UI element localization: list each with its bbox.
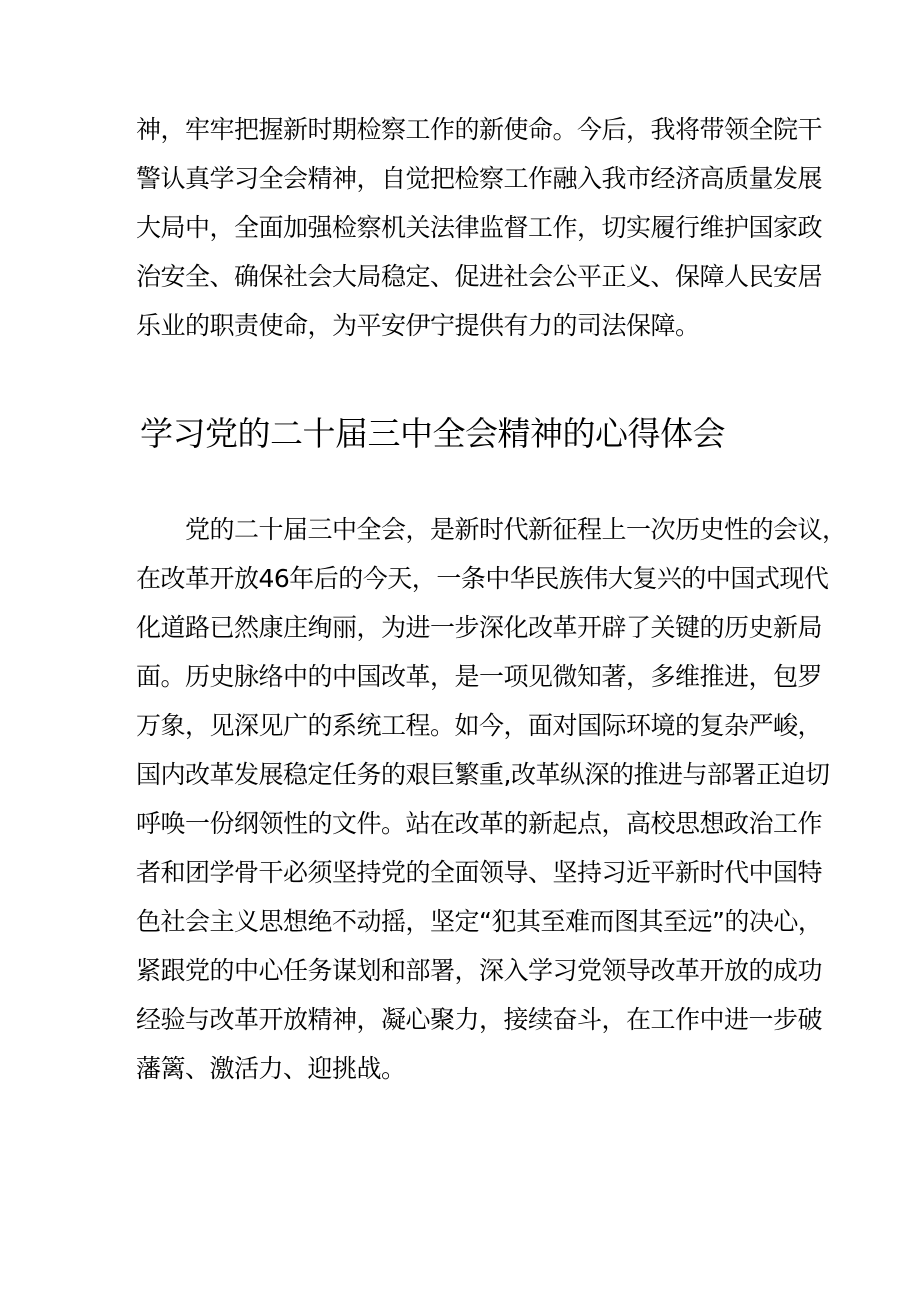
paragraph-line: 藩篱、激活力、迎挑战。 [136, 1054, 406, 1083]
paragraph-line: 党的二十届三中全会，是新时代新征程上一次历史性的会议， [185, 515, 847, 544]
paragraph-line: 面。历史脉络中的中国改革，是一项见微知著，多维推进，包罗 [136, 662, 823, 691]
paragraph-line: 警认真学习全会精神，自觉把检察工作融入我市经济高质量发展 [136, 164, 823, 193]
paragraph-line: 国内改革发展稳定任务的艰巨繁重,改革纵深的推进与部署正迫切 [136, 760, 830, 789]
paragraph-line: 者和团学骨干必须坚持党的全面领导、坚持习近平新时代中国特 [136, 858, 823, 887]
section-heading: 学习党的二十届三中全会精神的心得体会 [140, 414, 725, 453]
paragraph-line: 神，牢牢把握新时期检察工作的新使命。今后，我将带领全院干 [136, 115, 823, 144]
paragraph-line: 乐业的职责使命，为平安伊宁提供有力的司法保障。 [136, 311, 700, 340]
paragraph-line: 治安全、确保社会大局稳定、促进社会公平正义、保障人民安居 [136, 262, 823, 291]
paragraph-line: 化道路已然康庄绚丽，为进一步深化改革开辟了关键的历史新局 [136, 613, 823, 642]
paragraph-line: 大局中，全面加强检察机关法律监督工作，切实履行维护国家政 [136, 213, 823, 242]
paragraph-line: 经验与改革开放精神，凝心聚力，接续奋斗，在工作中进一步破 [136, 1005, 823, 1034]
paragraph-line: 在改革开放46年后的今天，一条中华民族伟大复兴的中国式现代 [136, 564, 829, 593]
paragraph-line: 色社会主义思想绝不动摇，坚定“犯其至难而图其至远”的决心， [136, 907, 823, 936]
paragraph-line: 紧跟党的中心任务谋划和部署，深入学习党领导改革开放的成功 [136, 956, 823, 985]
paragraph-line: 呼唤一份纲领性的文件。站在改革的新起点，高校思想政治工作 [136, 809, 823, 838]
paragraph-line: 万象，见深见广的系统工程。如今，面对国际环境的复杂严峻， [136, 711, 823, 740]
